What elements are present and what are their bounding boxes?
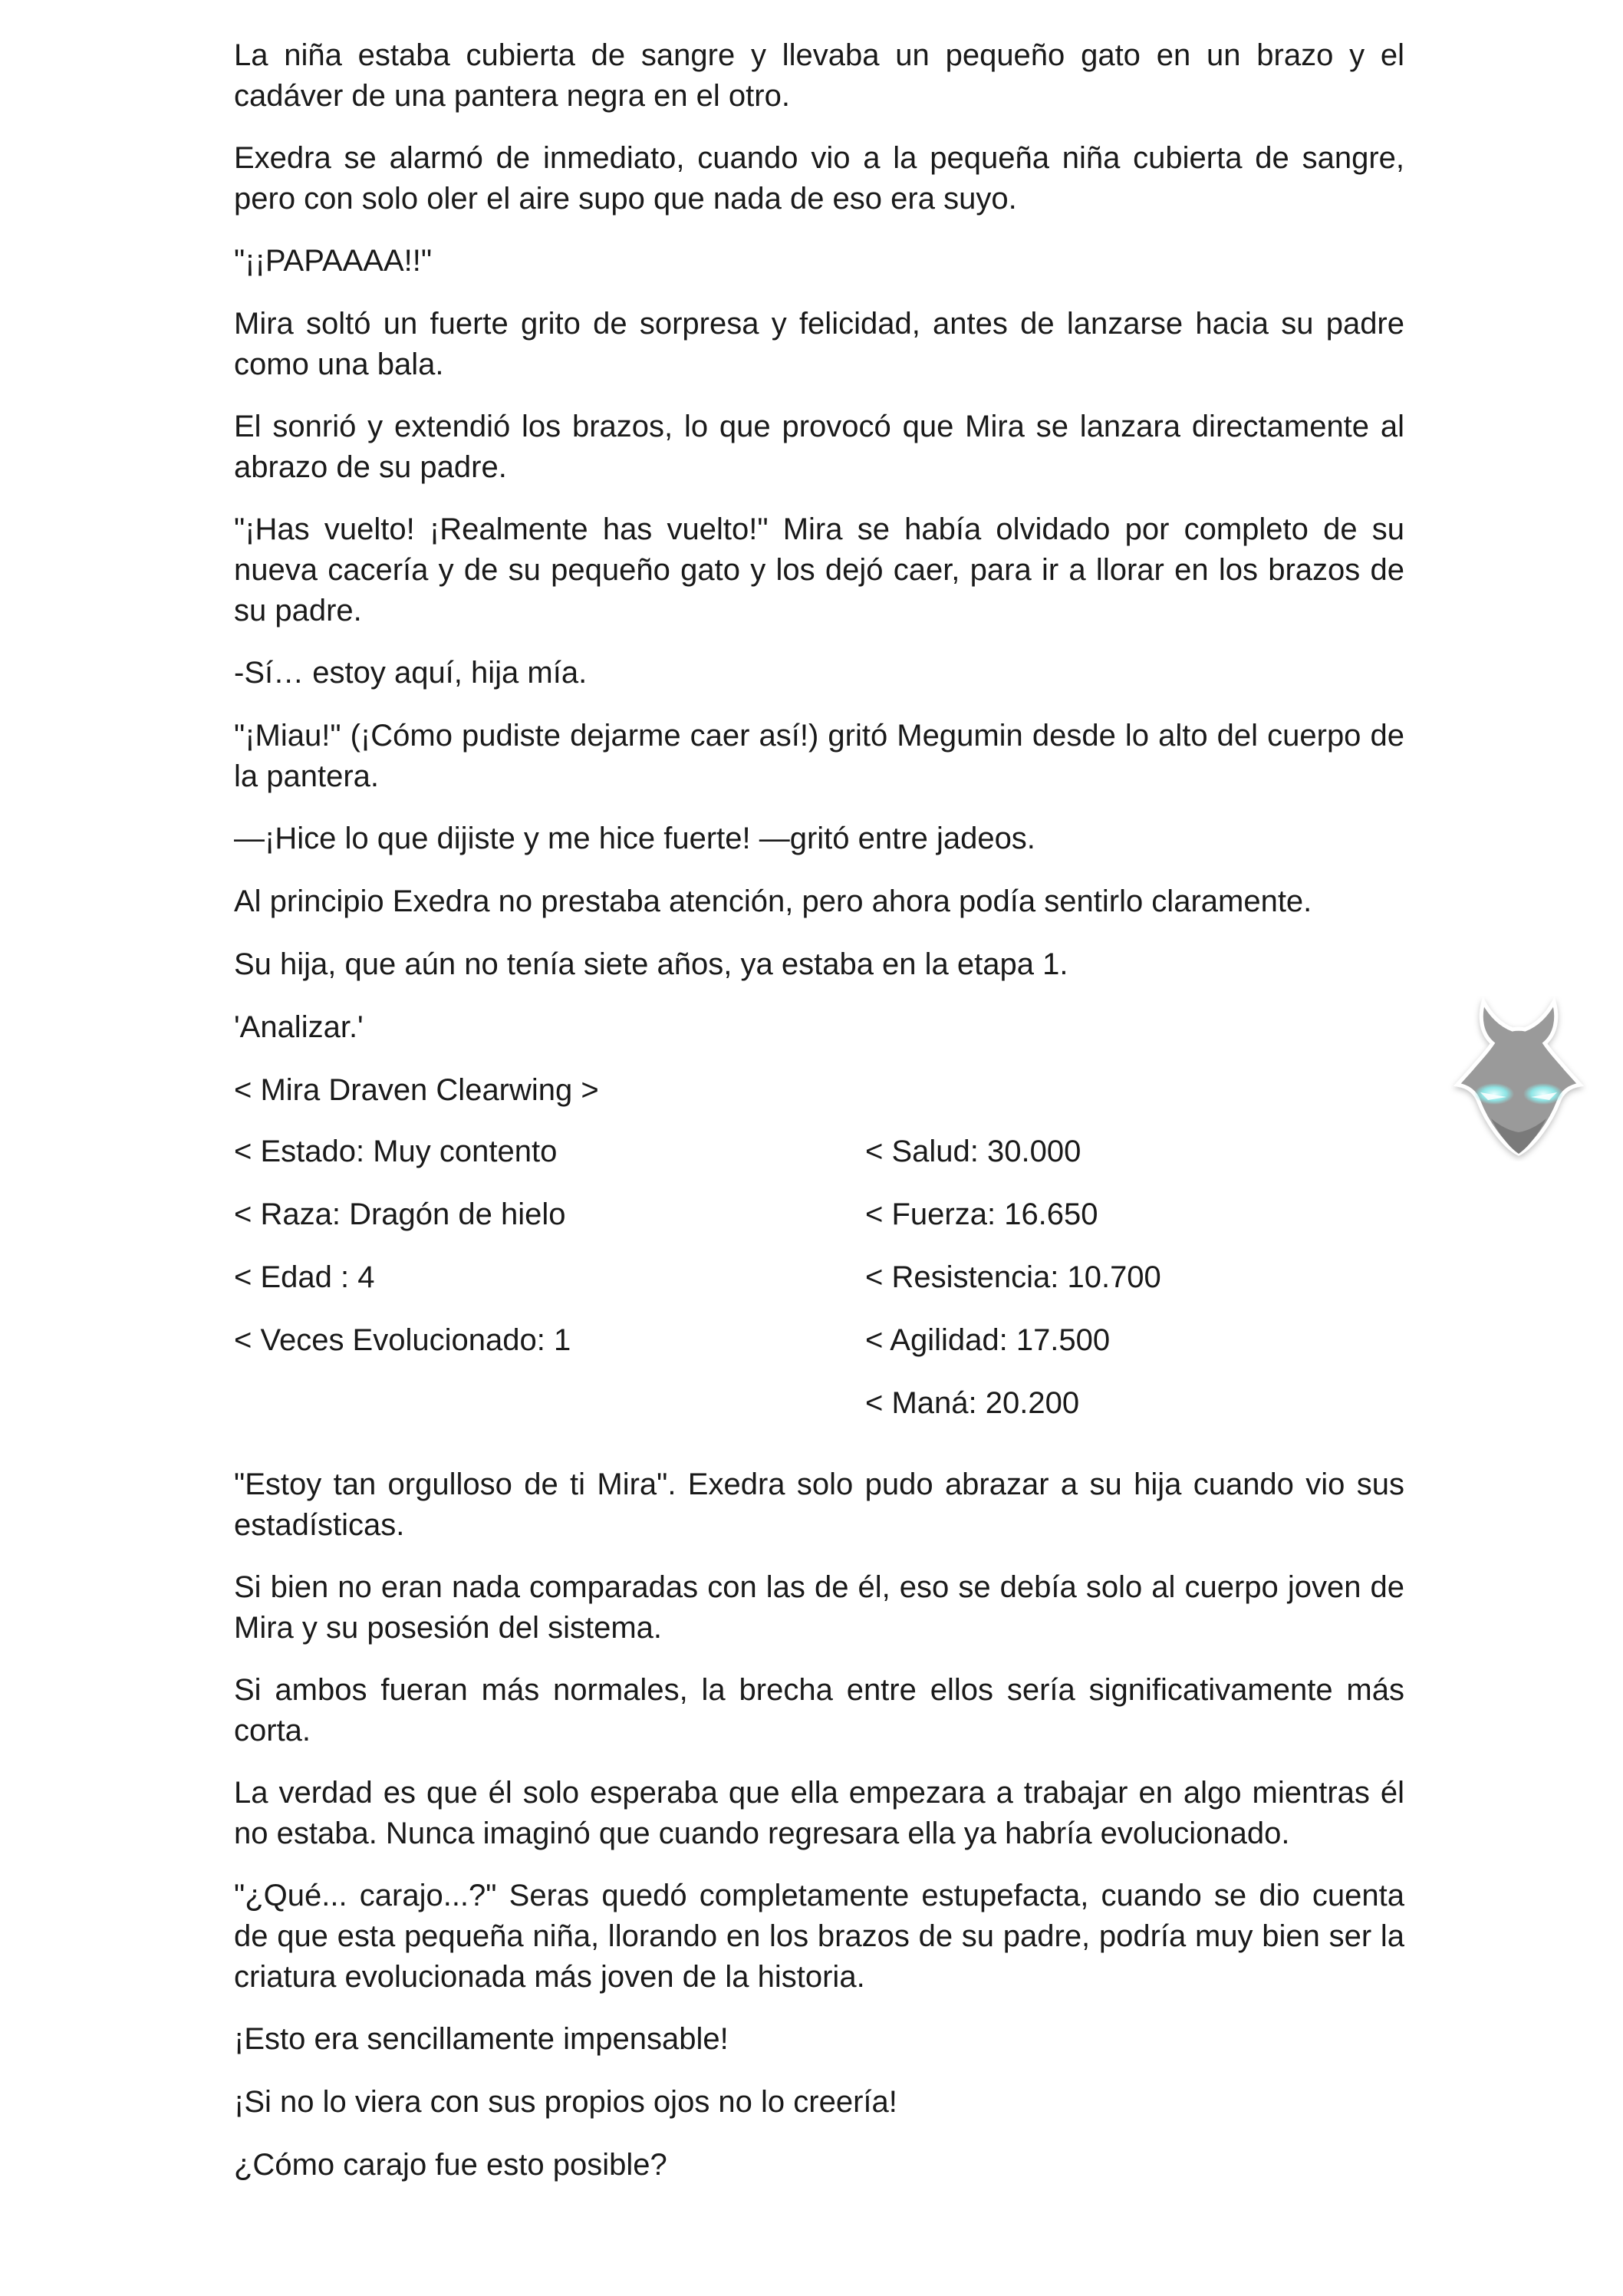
stat-raza: < Raza: Dragón de hielo	[234, 1197, 566, 1231]
paragraph: Si bien no eran nada comparadas con las de él, eso se debía solo al cuerpo joven de Mira y su posesión del sistema.	[234, 1570, 1404, 1645]
paragraph: La niña estaba cubierta de sangre y llevaba un pequeño gato en un brazo y el cadáver de una pantera negra en el otro.	[234, 38, 1404, 113]
paragraph: Si ambos fueran más normales, la brecha entre ellos sería significativamente más corta.	[234, 1673, 1404, 1748]
paragraph: La verdad es que él solo esperaba que ella empezara a trabajar en algo mientras él no estaba. Nunca imaginó que cuando regresara ella ya habría evolucionado.	[234, 1776, 1404, 1850]
paragraph: Al principio Exedra no prestaba atención, pero ahora podía sentirlo claramente.	[234, 884, 1312, 918]
paragraph: "¡Miau!" (¡Cómo pudiste dejarme caer así!) gritó Megumin desde lo alto del cuerpo de la pantera.	[234, 719, 1404, 793]
paragraph: "Estoy tan orgulloso de ti Mira". Exedra solo pudo abrazar a su hija cuando vio sus estadísticas.	[234, 1468, 1404, 1542]
paragraph: ¡Si no lo viera con sus propios ojos no lo creería!	[234, 2085, 897, 2119]
paragraph: 'Analizar.'	[234, 1010, 364, 1044]
stat-agilidad: < Agilidad: 17.500	[865, 1323, 1111, 1357]
paragraph: -Sí… estoy aquí, hija mía.	[234, 656, 588, 690]
paragraph: Mira soltó un fuerte grito de sorpresa y felicidad, antes de lanzarse hacia su padre como una bala.	[234, 307, 1404, 381]
stat-salud: < Salud: 30.000	[865, 1135, 1081, 1168]
paragraph: "¡¡PAPAAAA!!"	[234, 244, 433, 278]
demon-head-logo-icon	[1448, 996, 1589, 1161]
document-page	[234, 35, 1404, 2208]
stat-edad: < Edad : 4	[234, 1260, 375, 1294]
paragraph: Exedra se alarmó de inmediato, cuando vio a la pequeña niña cubierta de sangre, pero con solo oler el aire supo que nada de eso era suyo.	[234, 141, 1404, 216]
paragraph: ¿Cómo carajo fue esto posible?	[234, 2148, 667, 2182]
stat-evoluciones: < Veces Evolucionado: 1	[234, 1323, 571, 1357]
paragraph: Su hija, que aún no tenía siete años, ya estaba en la etapa 1.	[234, 947, 1068, 981]
stat-estado: < Estado: Muy contento	[234, 1135, 558, 1168]
paragraph: El sonrió y extendió los brazos, lo que provocó que Mira se lanzara directamente al abrazo de su padre.	[234, 410, 1404, 484]
paragraph: "¿Qué... carajo...?" Seras quedó completamente estupefacta, cuando se dio cuenta de que esta pequeña niña, llorando en los brazos de su padre, podría muy bien ser la criatura evolucionada más joven de la historia.	[234, 1879, 1404, 1994]
stat-resistencia: < Resistencia: 10.700	[865, 1260, 1161, 1294]
status-table	[234, 1132, 1404, 1438]
paragraph: —¡Hice lo que dijiste y me hice fuerte! —gritó entre jadeos.	[234, 822, 1035, 855]
stat-fuerza: < Fuerza: 16.650	[865, 1197, 1098, 1231]
status-header: < Mira Draven Clearwing >	[234, 1073, 599, 1107]
paragraph: "¡Has vuelto! ¡Realmente has vuelto!" Mira se había olvidado por completo de su nueva cacería y de su pequeño gato y los dejó caer, para ir a llorar en los brazos de su padre.	[234, 512, 1404, 628]
stat-mana: < Maná: 20.200	[865, 1386, 1080, 1420]
paragraph: ¡Esto era sencillamente impensable!	[234, 2022, 729, 2056]
